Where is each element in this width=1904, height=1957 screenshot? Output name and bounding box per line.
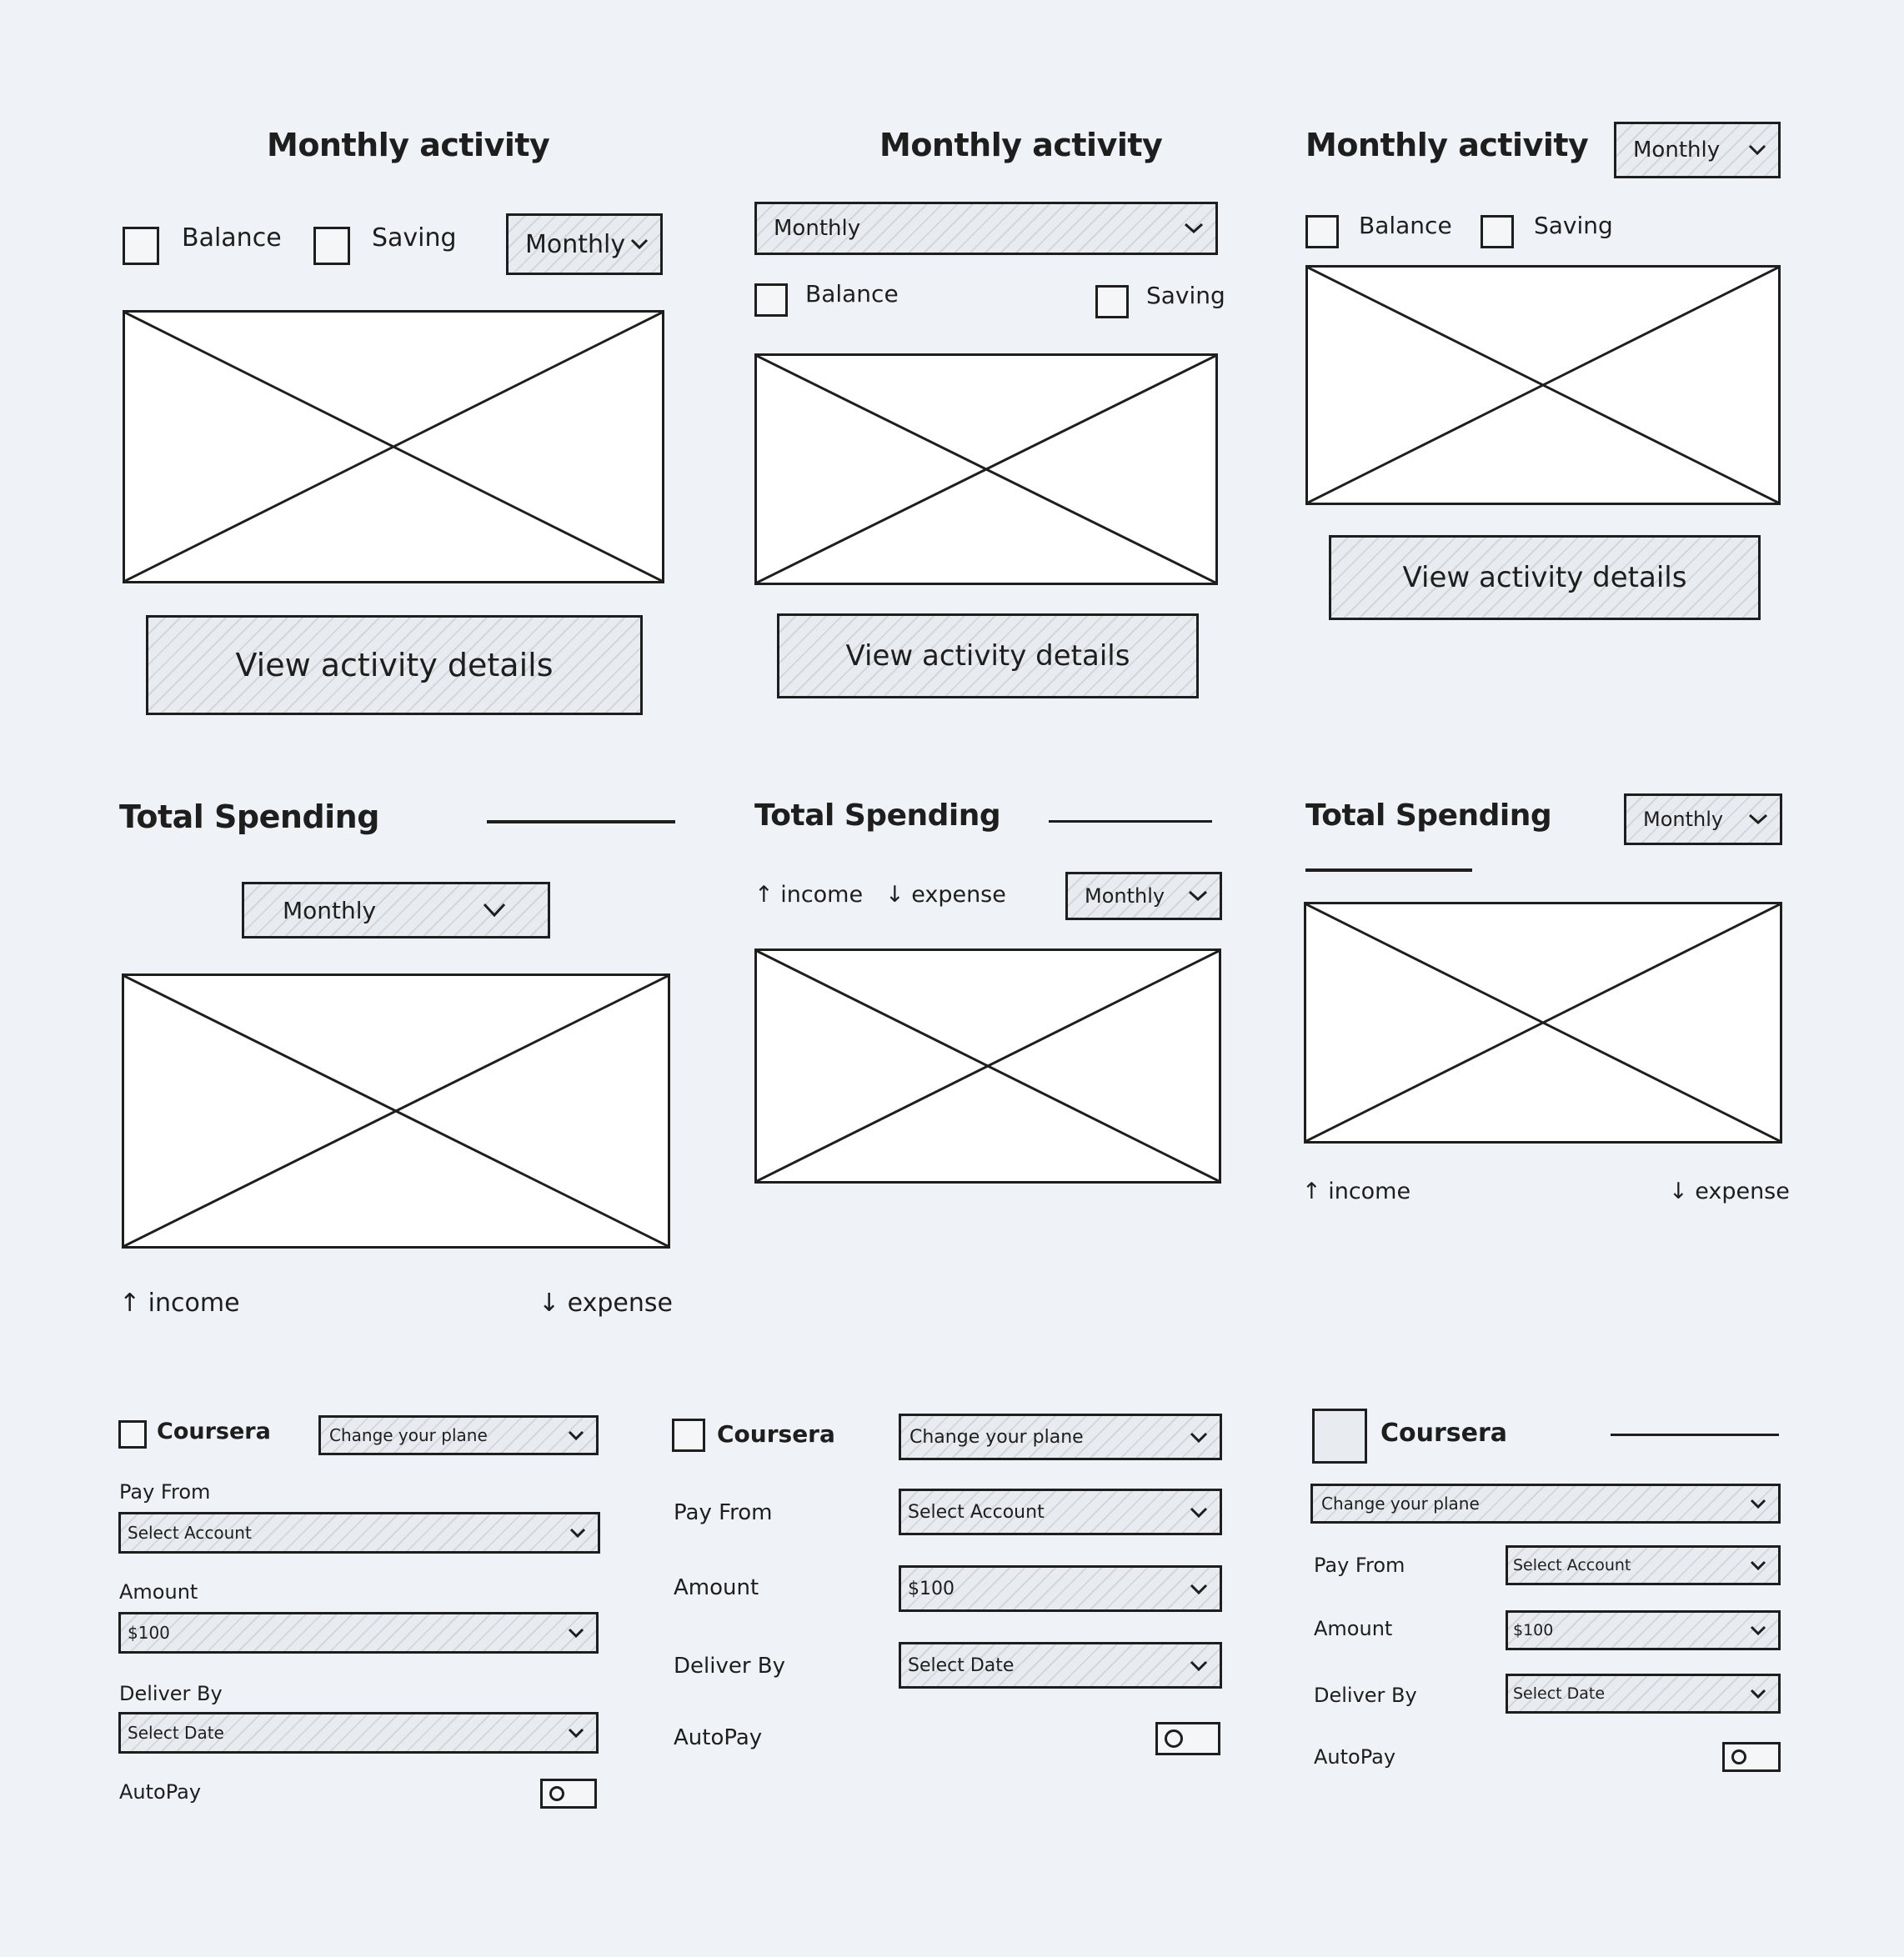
period-dropdown-value: Monthly (774, 216, 861, 241)
divider-line (1049, 820, 1212, 823)
image-placeholder-icon (1308, 268, 1778, 503)
period-dropdown[interactable] (1065, 872, 1222, 920)
saving-checkbox[interactable] (313, 227, 350, 265)
spending-chart-placeholder (1304, 902, 1782, 1144)
period-dropdown-value: Monthly (525, 229, 626, 259)
saving-label: Saving (1146, 282, 1225, 309)
amount-dropdown-value: $100 (908, 1578, 955, 1599)
image-placeholder-icon (757, 951, 1219, 1181)
chevron-down-icon (1190, 1584, 1208, 1594)
income-legend: ↑ income (119, 1289, 240, 1318)
image-placeholder-icon (757, 356, 1215, 583)
balance-label: Balance (1359, 212, 1452, 239)
deliver-by-dropdown-value: Select Date (1513, 1684, 1606, 1703)
total-spending-title: Total Spending (1305, 798, 1552, 833)
divider-line (1611, 1434, 1779, 1436)
image-placeholder-icon (1306, 904, 1780, 1141)
activity-chart-placeholder (123, 310, 664, 583)
spending-chart-placeholder (122, 973, 670, 1249)
period-dropdown-value: Monthly (1643, 808, 1724, 831)
amount-dropdown[interactable] (118, 1612, 599, 1654)
toggle-knob (549, 1786, 564, 1801)
pay-from-label: Pay From (119, 1480, 211, 1504)
period-dropdown-value: Monthly (1085, 884, 1165, 908)
income-legend: ↑ income (754, 882, 864, 908)
amount-label: Amount (674, 1575, 759, 1600)
merchant-label: Coursera (157, 1419, 271, 1444)
amount-dropdown[interactable] (899, 1565, 1222, 1612)
toggle-knob (1731, 1749, 1746, 1764)
chevron-down-icon (1190, 1507, 1208, 1518)
autopay-toggle[interactable] (540, 1779, 597, 1809)
merchant-checkbox[interactable] (1312, 1409, 1367, 1464)
deliver-by-label: Deliver By (119, 1682, 223, 1705)
chevron-down-icon (569, 1528, 586, 1538)
saving-checkbox[interactable] (1481, 215, 1514, 248)
saving-label: Saving (372, 223, 457, 253)
chevron-down-icon (1184, 223, 1204, 234)
pay-from-label: Pay From (1314, 1554, 1405, 1577)
autopay-label: AutoPay (674, 1725, 763, 1750)
autopay-label: AutoPay (119, 1780, 202, 1804)
monthly-activity-title: Monthly activity (1305, 127, 1589, 163)
pay-from-dropdown[interactable] (899, 1489, 1222, 1535)
deliver-by-dropdown[interactable] (1506, 1674, 1781, 1714)
pay-from-label: Pay From (674, 1500, 773, 1525)
amount-label: Amount (1314, 1617, 1393, 1640)
merchant-label: Coursera (717, 1420, 835, 1448)
chevron-down-icon (1190, 1660, 1208, 1671)
monthly-activity-title: Monthly activity (879, 127, 1163, 163)
chevron-down-icon (1750, 1560, 1766, 1570)
monthly-activity-title: Monthly activity (267, 127, 550, 163)
pay-from-dropdown-value: Select Account (1513, 1556, 1631, 1574)
period-dropdown-value: Monthly (1633, 138, 1721, 163)
deliver-by-label: Deliver By (1314, 1684, 1417, 1707)
expense-legend: ↓ expense (1669, 1179, 1790, 1204)
activity-chart-placeholder (1305, 265, 1781, 505)
expense-legend: ↓ expense (885, 882, 1006, 908)
pay-from-dropdown-value: Select Account (908, 1501, 1045, 1523)
view-activity-details-button[interactable]: View activity details (146, 615, 643, 715)
period-dropdown[interactable] (242, 882, 550, 938)
plan-dropdown[interactable] (1310, 1484, 1781, 1524)
period-dropdown[interactable] (1614, 122, 1781, 178)
activity-chart-placeholder (754, 353, 1218, 585)
balance-checkbox[interactable] (1305, 215, 1339, 248)
image-placeholder-icon (124, 976, 668, 1246)
spending-chart-placeholder (754, 948, 1221, 1184)
deliver-by-dropdown[interactable] (118, 1712, 599, 1754)
autopay-toggle[interactable] (1722, 1742, 1781, 1772)
period-dropdown-value: Monthly (283, 896, 377, 924)
chevron-down-icon (568, 1728, 584, 1738)
title-underline (1305, 868, 1472, 872)
amount-label: Amount (119, 1580, 198, 1604)
chevron-down-icon (1748, 144, 1766, 156)
amount-dropdown[interactable] (1506, 1610, 1781, 1650)
deliver-by-dropdown-value: Select Date (128, 1723, 224, 1743)
toggle-knob (1165, 1729, 1183, 1748)
saving-checkbox[interactable] (1095, 285, 1129, 318)
balance-label: Balance (182, 223, 282, 253)
pay-from-dropdown[interactable] (1506, 1545, 1781, 1585)
chevron-down-icon (1190, 1432, 1208, 1443)
chevron-down-icon (568, 1628, 584, 1638)
chevron-down-icon (568, 1430, 584, 1440)
deliver-by-dropdown-value: Select Date (908, 1654, 1015, 1676)
plan-dropdown[interactable] (318, 1415, 599, 1455)
divider-line (487, 820, 675, 823)
plan-dropdown-value: Change your plane (329, 1425, 488, 1445)
view-activity-details-button[interactable]: View activity details (1329, 535, 1761, 620)
balance-checkbox[interactable] (123, 227, 159, 265)
deliver-by-dropdown[interactable] (899, 1642, 1222, 1689)
plan-dropdown-value: Change your plane (1321, 1494, 1480, 1514)
plan-dropdown[interactable] (899, 1414, 1222, 1460)
expense-legend: ↓ expense (539, 1289, 673, 1318)
pay-from-dropdown-value: Select Account (128, 1523, 252, 1543)
total-spending-title: Total Spending (119, 798, 379, 835)
view-activity-details-button[interactable]: View activity details (777, 613, 1199, 698)
income-legend: ↑ income (1302, 1179, 1411, 1204)
autopay-toggle[interactable] (1155, 1722, 1220, 1755)
balance-label: Balance (805, 280, 899, 308)
merchant-label: Coursera (1380, 1419, 1508, 1448)
amount-dropdown-value: $100 (1513, 1621, 1554, 1639)
period-dropdown[interactable] (506, 213, 663, 275)
plan-dropdown-value: Change your plane (909, 1426, 1084, 1448)
deliver-by-label: Deliver By (674, 1654, 786, 1679)
total-spending-title: Total Spending (754, 798, 1001, 833)
chevron-down-icon (630, 238, 649, 250)
chevron-down-icon (1748, 813, 1768, 825)
pay-from-dropdown[interactable] (118, 1512, 600, 1554)
chevron-down-icon (1188, 890, 1208, 902)
chevron-down-icon (1750, 1689, 1766, 1699)
period-dropdown[interactable] (1624, 793, 1782, 845)
autopay-label: AutoPay (1314, 1745, 1396, 1769)
image-placeholder-icon (125, 313, 662, 581)
chevron-down-icon (483, 903, 506, 918)
saving-label: Saving (1534, 212, 1613, 239)
period-dropdown[interactable] (754, 202, 1218, 255)
merchant-checkbox[interactable] (118, 1420, 147, 1449)
chevron-down-icon (1750, 1625, 1766, 1635)
chevron-down-icon (1750, 1499, 1766, 1509)
merchant-checkbox[interactable] (672, 1419, 705, 1452)
balance-checkbox[interactable] (754, 283, 788, 317)
amount-dropdown-value: $100 (128, 1623, 170, 1643)
